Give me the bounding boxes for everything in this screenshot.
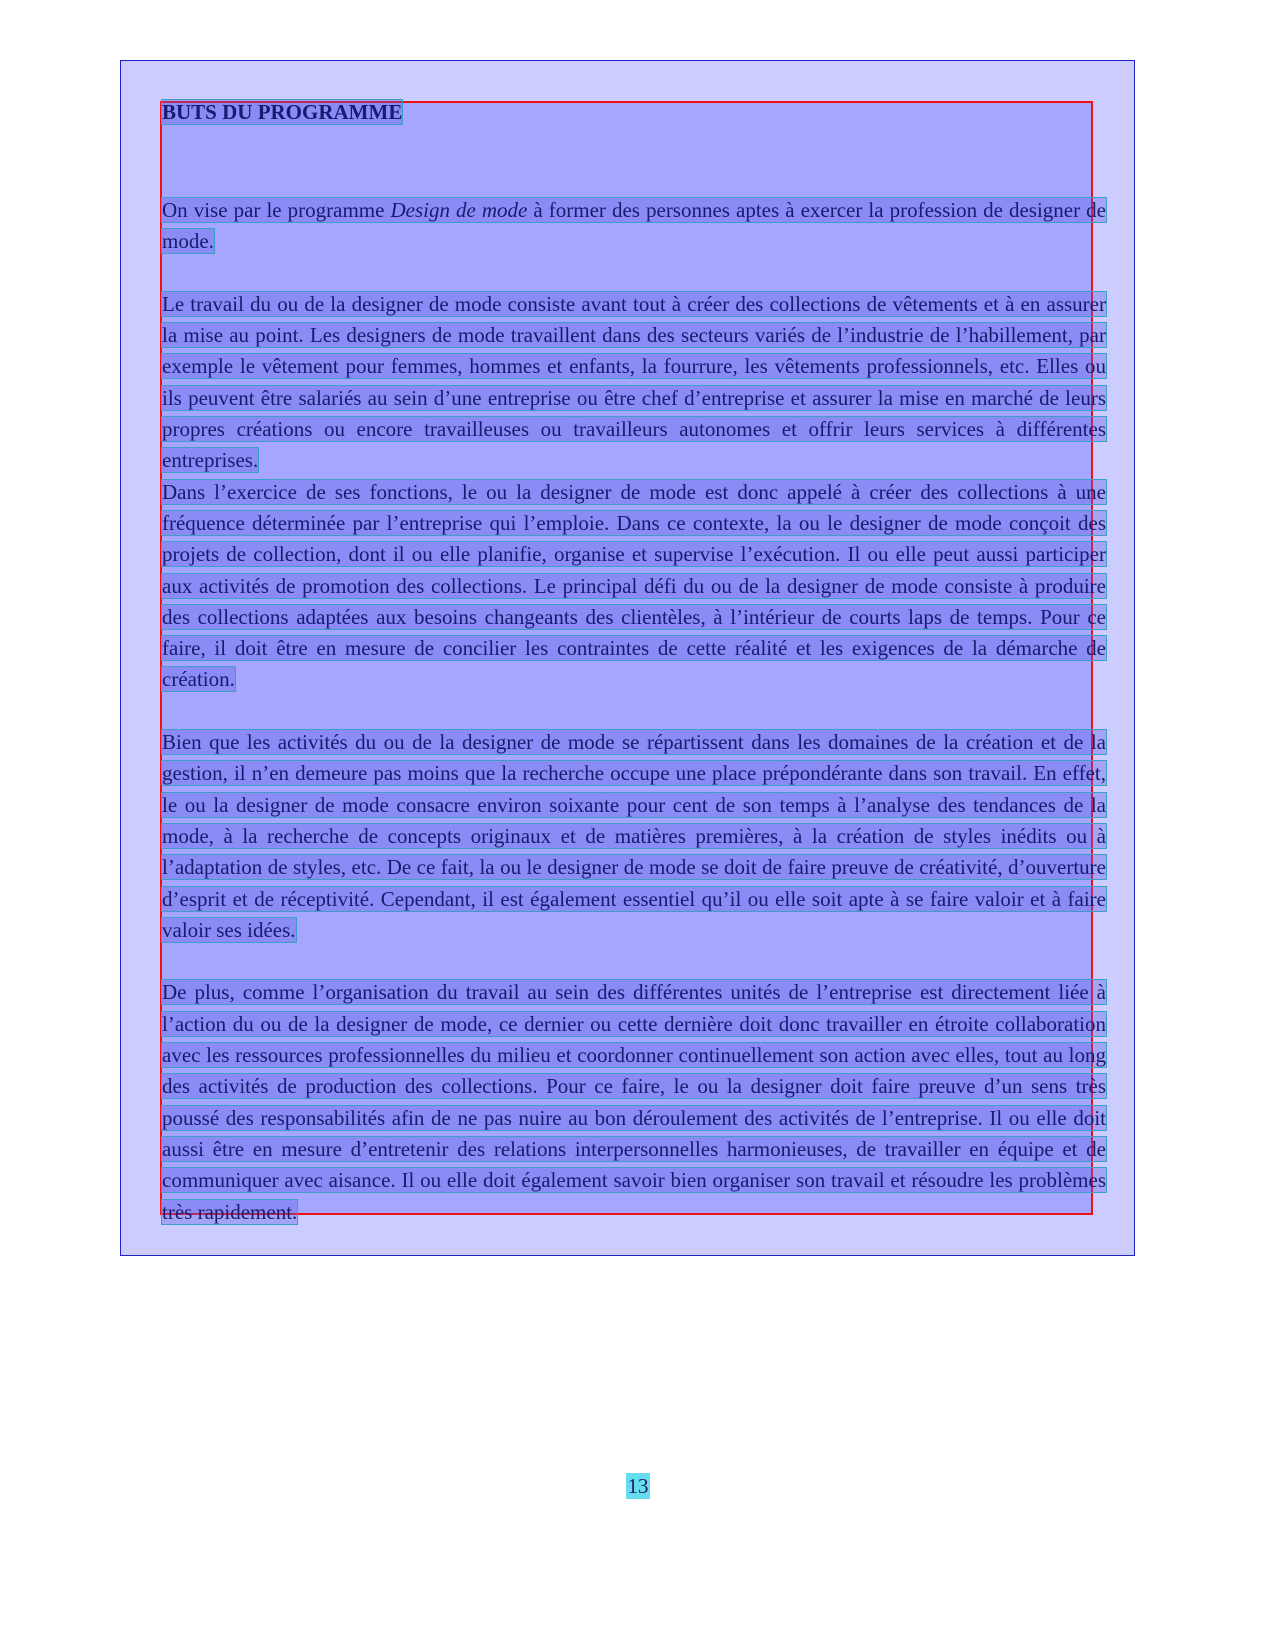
section-heading <box>162 101 1106 123</box>
paragraph-1-before: On vise par le programme <box>162 198 391 222</box>
paragraph-5 <box>162 977 1106 1227</box>
paragraph-4 <box>162 727 1106 946</box>
paragraph-4-text: Bien que les activités du ou de la designer de mode se répartissent dans les domaines de la création et de la gestion, il n’en demeure pas moins que la recherche occupe une place prépondérante dans son travail. En effet, le ou la designer de mode consacre environ soixante pour cent de son temps à l’analyse des tendances de la mode, à la recherche de concepts originaux et de matières premières, à la création de styles inédits ou à l’adaptation de styles, etc. De ce fait, la ou le designer de mode se doit de faire preuve de créativité, d’ouverture d’esprit et de réceptivité. Cependant, il est également essentiel qu’il ou elle soit apte à se faire valoir et à faire valoir ses idées. <box>162 730 1106 942</box>
paragraph-2 <box>162 289 1106 477</box>
paragraph-1-text <box>162 198 1106 253</box>
paragraph-1-after: à former des personnes aptes à exercer la profession de designer de mode. <box>162 198 1106 254</box>
paragraph-3 <box>162 477 1106 696</box>
program-name-emphasis: Design de mode <box>390 198 528 222</box>
section-heading-text: BUTS DU PROGRAMME <box>162 100 403 124</box>
document-body <box>162 101 1106 1259</box>
paragraph-5-text: De plus, comme l’organisation du travail au sein des différentes unités de l’entreprise est directement liée à l’action du ou de la designer de mode, ce dernier ou cette dernière doit donc travailler en étroite collaboration avec les ressources professionnelles du milieu et coordonner continuellement son action avec elles, tout au long des activités de production des collections. Pour ce faire, le ou la designer doit faire preuve d’un sens très poussé des responsabilités afin de ne pas nuire au bon déroulement des activités de l’entreprise. Il ou elle doit aussi être en mesure d’entretenir des relations interpersonnelles harmonieuses, de travailler en équipe et de communiquer avec aisance. Il ou elle doit également savoir bien organiser son travail et résoudre les problèmes très rapidement. <box>162 980 1106 1224</box>
paragraph-1 <box>162 195 1106 258</box>
page-number: 13 <box>627 1474 649 1498</box>
paragraph-3-text: Dans l’exercice de ses fonctions, le ou la designer de mode est donc appelé à créer des collections à une fréquence déterminée par l’entreprise qui l’emploie. Dans ce contexte, la ou le designer de mode conçoit des projets de collection, dont il ou elle planifie, organise et supervise l’exécution. Il ou elle peut aussi participer aux activités de promotion des collections. Le principal défi du ou de la designer de mode consiste à produire des collections adaptées aux besoins changeants des clientèles, à l’intérieur de courts laps de temps. Pour ce faire, il doit être en mesure de concilier les contraintes de cette réalité et les exigences de la démarche de création. <box>162 479 1106 692</box>
paragraph-2-text: Le travail du ou de la designer de mode consiste avant tout à créer des collections de vêtements et à en assurer la mise au point. Les designers de mode travaillent dans des secteurs variés de l’industrie de l’habillement, par exemple le vêtement pour femmes, hommes et enfants, la fourrure, les vêtements professionnels, etc. Elles ou ils peuvent être salariés au sein d’une entreprise ou être chef d’entreprise et assurer la mise en marché de leurs propres créations ou encore travailleuses ou travailleurs autonomes et offrir leurs services à différentes entreprises. <box>162 291 1106 473</box>
